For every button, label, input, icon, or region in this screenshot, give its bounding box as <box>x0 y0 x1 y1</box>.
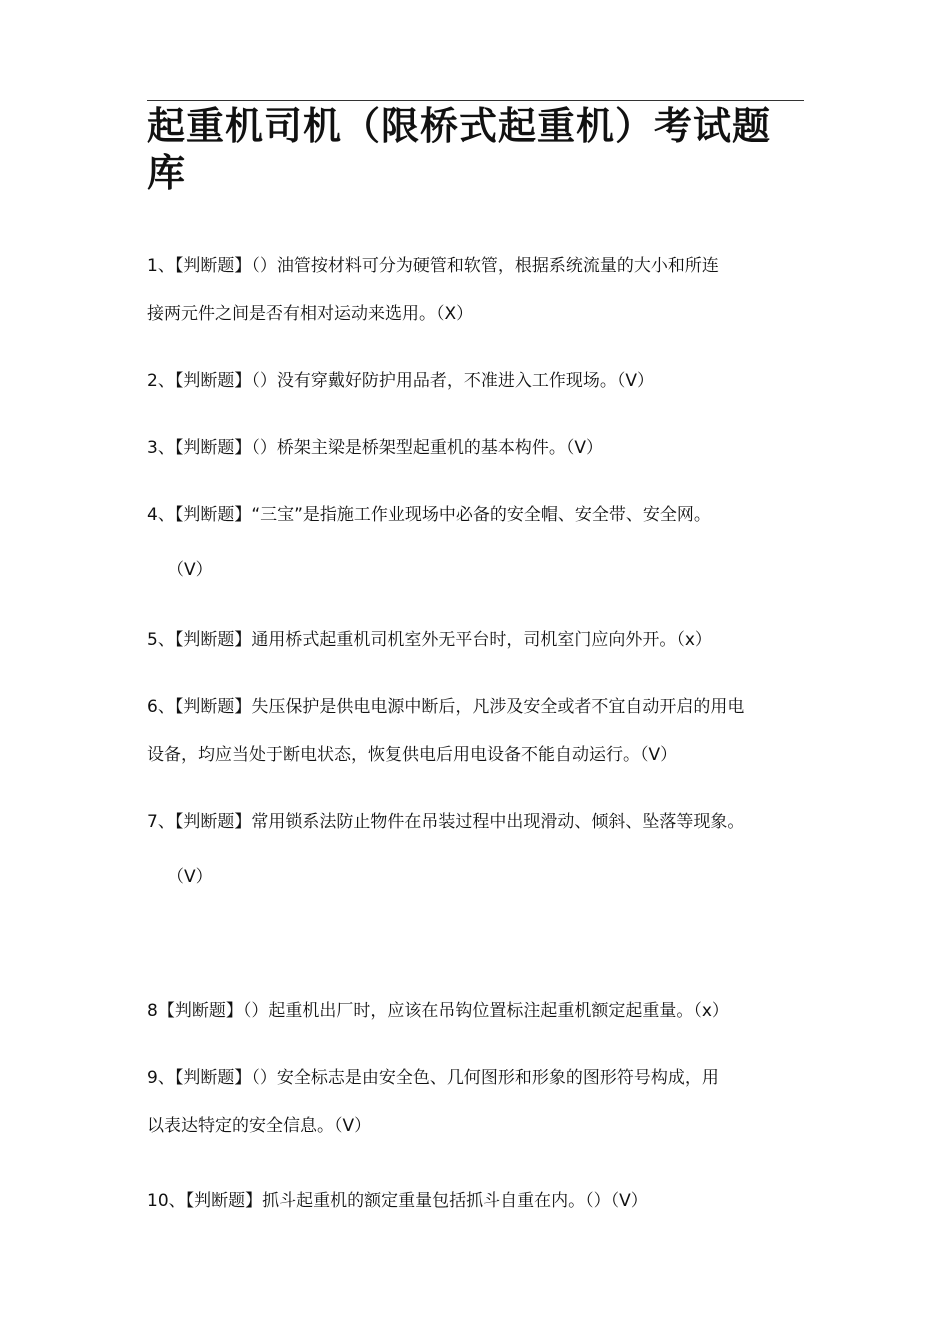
question-line: 8【判断题】（）起重机出厂时，应该在吊钩位置标注起重机额定起重量。（x） <box>147 1001 729 1021</box>
question-3 <box>147 438 807 458</box>
page-title: 起重机司机（限桥式起重机）考试题库 <box>147 104 772 195</box>
question-8 <box>147 1001 807 1021</box>
question-line: 2、【判断题】（）没有穿戴好防护用品者，不准进入工作现场。（V） <box>147 371 654 391</box>
question-line: 以表达特定的安全信息。（V） <box>147 1116 372 1136</box>
question-line: 设备，均应当处于断电状态，恢复供电后用电设备不能自动运行。（V） <box>147 745 678 765</box>
question-line: 4、【判断题】“三宝”是指施工作业现场中必备的安全帽、安全带、安全网。 <box>147 505 711 525</box>
question-line: 1、【判断题】（）油管按材料可分为硬管和软管，根据系统流量的大小和所连 <box>147 256 719 276</box>
question-line: 9、【判断题】（）安全标志是由安全色、几何图形和形象的图形符号构成，用 <box>147 1068 719 1088</box>
question-line: 10、【判断题】抓斗起重机的额定重量包括抓斗自重在内。（）（V） <box>147 1191 648 1211</box>
question-5 <box>147 630 807 650</box>
question-10 <box>147 1191 807 1211</box>
question-line: 5、【判断题】通用桥式起重机司机室外无平台时，司机室门应向外开。（x） <box>147 630 712 650</box>
question-line: （V） <box>167 560 213 580</box>
question-line: 7、【判断题】常用锁系法防止物件在吊装过程中出现滑动、倾斜、坠落等现象。 <box>147 812 745 832</box>
question-4 <box>147 505 807 580</box>
question-line: 接两元件之间是否有相对运动来选用。（X） <box>147 304 474 324</box>
question-9 <box>147 1068 807 1136</box>
question-line: 3、【判断题】（）桥架主梁是桥架型起重机的基本构件。（V） <box>147 438 603 458</box>
question-6 <box>147 697 807 765</box>
top-rule <box>147 100 804 101</box>
question-2 <box>147 371 807 391</box>
question-line: 6、【判断题】失压保护是供电电源中断后，凡涉及安全或者不宜自动开启的用电 <box>147 697 745 717</box>
question-7 <box>147 812 807 887</box>
question-line: （V） <box>167 867 213 887</box>
question-1 <box>147 256 807 324</box>
